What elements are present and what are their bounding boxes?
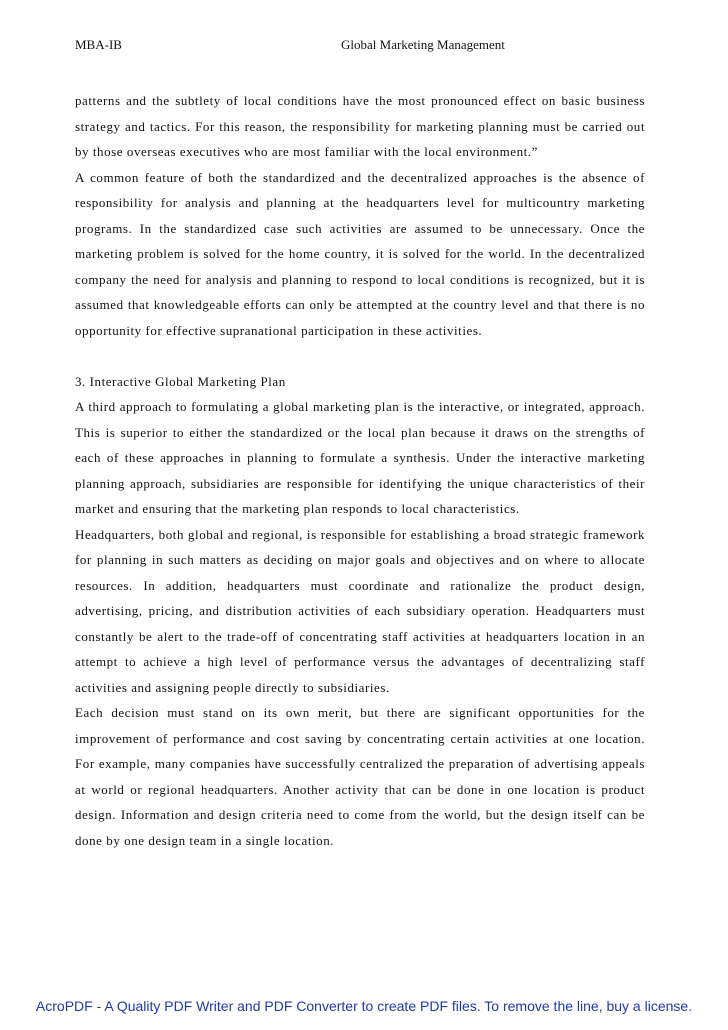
paragraph-3: A third approach to formulating a global marketing plan is the interactive, or integrated, approach. This is superior to either the standardized or the local plan because it draws on the strengths of each of these approaches in planning to formulate a synthesis. Under the interactive marketing planning approach, subsidiaries are responsible for identifying the unique characteristics of their market and ensuring that the marketing plan responds to local characteristics. (75, 399, 645, 516)
header-document-title: Global Marketing Management (341, 37, 505, 52)
paragraph-spacer (75, 343, 645, 369)
paragraph-2: A common feature of both the standardized and the decentralized approaches is the absence of responsibility for analysis and planning at the headquarters level for multicountry marketing programs. In the standardized case such activities are assumed to be unnecessary. Once the marketing problem is solved for the home country, it is solved for the world. In the decentralized company the need for analysis and planning to respond to local conditions is recognized, but it is assumed that knowledgeable efforts can only be attempted at the country level and that there is no opportunity for effective supranational participation in these activities. (75, 169, 645, 338)
header-course-label: MBA-IB (75, 37, 122, 52)
page-header (75, 37, 645, 55)
paragraph-1: patterns and the subtlety of local conditions have the most pronounced effect on basic business strategy and tactics. For this reason, the responsibility for marketing planning must be carried out by those overseas executives who are most familiar with the local environment.” (75, 93, 645, 159)
paragraph-5: Each decision must stand on its own merit, but there are significant opportunities for the improvement of performance and cost saving by concentrating certain activities at one location. For example, many companies have successfully centralized the preparation of advertising appeals at world or regional headquarters. Another activity that can be done in one location is product design. Information and design criteria need to come from the world, but the design itself can be done by one design team in a single location. (75, 705, 645, 848)
watermark-banner: AcroPDF - A Quality PDF Writer and PDF Converter to create PDF files. To remove the line, buy a license. (35, 998, 693, 1014)
section-heading: 3. Interactive Global Marketing Plan (75, 373, 286, 389)
document-body (75, 88, 645, 853)
paragraph-4: Headquarters, both global and regional, is responsible for establishing a broad strategic framework for planning in such matters as deciding on major goals and objectives and on where to allocate resources. In addition, headquarters must coordinate and rationalize the product design, advertising, pricing, and distribution activities of each subsidiary operation. Headquarters must constantly be alert to the trade-off of concentrating staff activities at headquarters location in an attempt to achieve a high level of performance versus the advantages of decentralizing staff activities and assigning people directly to subsidiaries. (75, 526, 645, 695)
